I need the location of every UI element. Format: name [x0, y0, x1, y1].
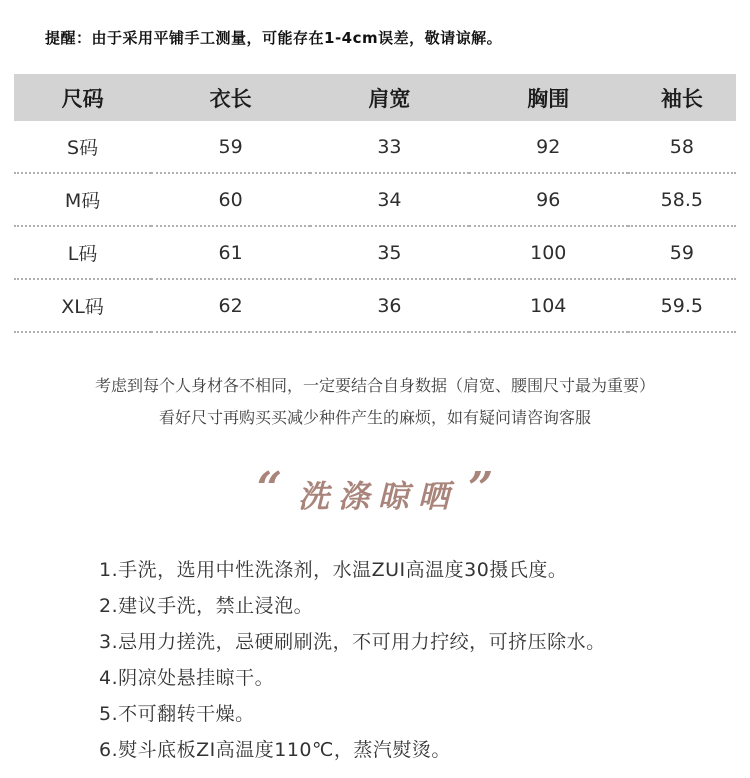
cell-size: L码: [14, 226, 151, 279]
measurement-reminder-text: 提醒：由于采用平铺手工测量，可能存在1-4cm误差，敬请谅解。: [45, 29, 503, 47]
wash-instructions-list: [99, 552, 750, 768]
cell-value: 104: [469, 279, 628, 332]
wash-instruction-item-6: 6.熨斗底板ZI高温度110℃，蒸汽熨烫。: [99, 739, 451, 761]
wash-care-heading: [0, 463, 750, 528]
table-row-xl: [14, 279, 736, 332]
cell-value: 60: [151, 173, 310, 226]
cell-value: 92: [469, 121, 628, 173]
wash-instruction-item-2: 2.建议手洗，禁止浸泡。: [99, 595, 314, 617]
cell-size: M码: [14, 173, 151, 226]
cell-size: S码: [14, 121, 151, 173]
table-row-l: [14, 226, 736, 279]
column-header-length: 衣长: [151, 74, 310, 121]
wash-instruction-item-1: 1.手洗，选用中性洗涤剂，水温ZUI高温度30摄氏度。: [99, 559, 568, 581]
cell-size: XL码: [14, 279, 151, 332]
wash-instruction-item-3: 3.忌用力搓洗，忌硬刷刷洗，不可用力拧绞，可挤压除水。: [99, 631, 606, 653]
table-row-m: [14, 173, 736, 226]
size-advice-note: [0, 370, 750, 434]
open-quote-mark: “: [256, 463, 282, 514]
column-header-size: 尺码: [14, 74, 151, 121]
cell-value: 58: [628, 121, 736, 173]
size-advice-line-1: 考虑到每个人身材各不相同，一定要结合自身数据（肩宽、腰围尺寸最为重要）: [94, 376, 655, 395]
cell-value: 35: [310, 226, 469, 279]
cell-value: 100: [469, 226, 628, 279]
close-quote-mark: ”: [468, 463, 494, 514]
size-table-header-row: [14, 74, 736, 121]
cell-value: 34: [310, 173, 469, 226]
column-header-shoulder: 肩宽: [310, 74, 469, 121]
cell-value: 96: [469, 173, 628, 226]
cell-value: 61: [151, 226, 310, 279]
cell-value: 36: [310, 279, 469, 332]
cell-value: 62: [151, 279, 310, 332]
column-header-sleeve: 袖长: [628, 74, 736, 121]
size-chart-table: [14, 74, 736, 333]
cell-value: 33: [310, 121, 469, 173]
cell-value: 59.5: [628, 279, 736, 332]
cell-value: 59: [151, 121, 310, 173]
wash-instruction-item-5: 5.不可翻转干燥。: [99, 703, 255, 725]
size-advice-line-2: 看好尺寸再购买买减少种件产生的麻烦，如有疑问请咨询客服: [158, 408, 591, 427]
cell-value: 58.5: [628, 173, 736, 226]
table-row-s: [14, 121, 736, 173]
column-header-bust: 胸围: [469, 74, 628, 121]
wash-instruction-item-4: 4.阴凉处悬挂晾干。: [99, 667, 275, 689]
wash-care-title: 洗涤晾晒: [298, 479, 458, 515]
cell-value: 59: [628, 226, 736, 279]
